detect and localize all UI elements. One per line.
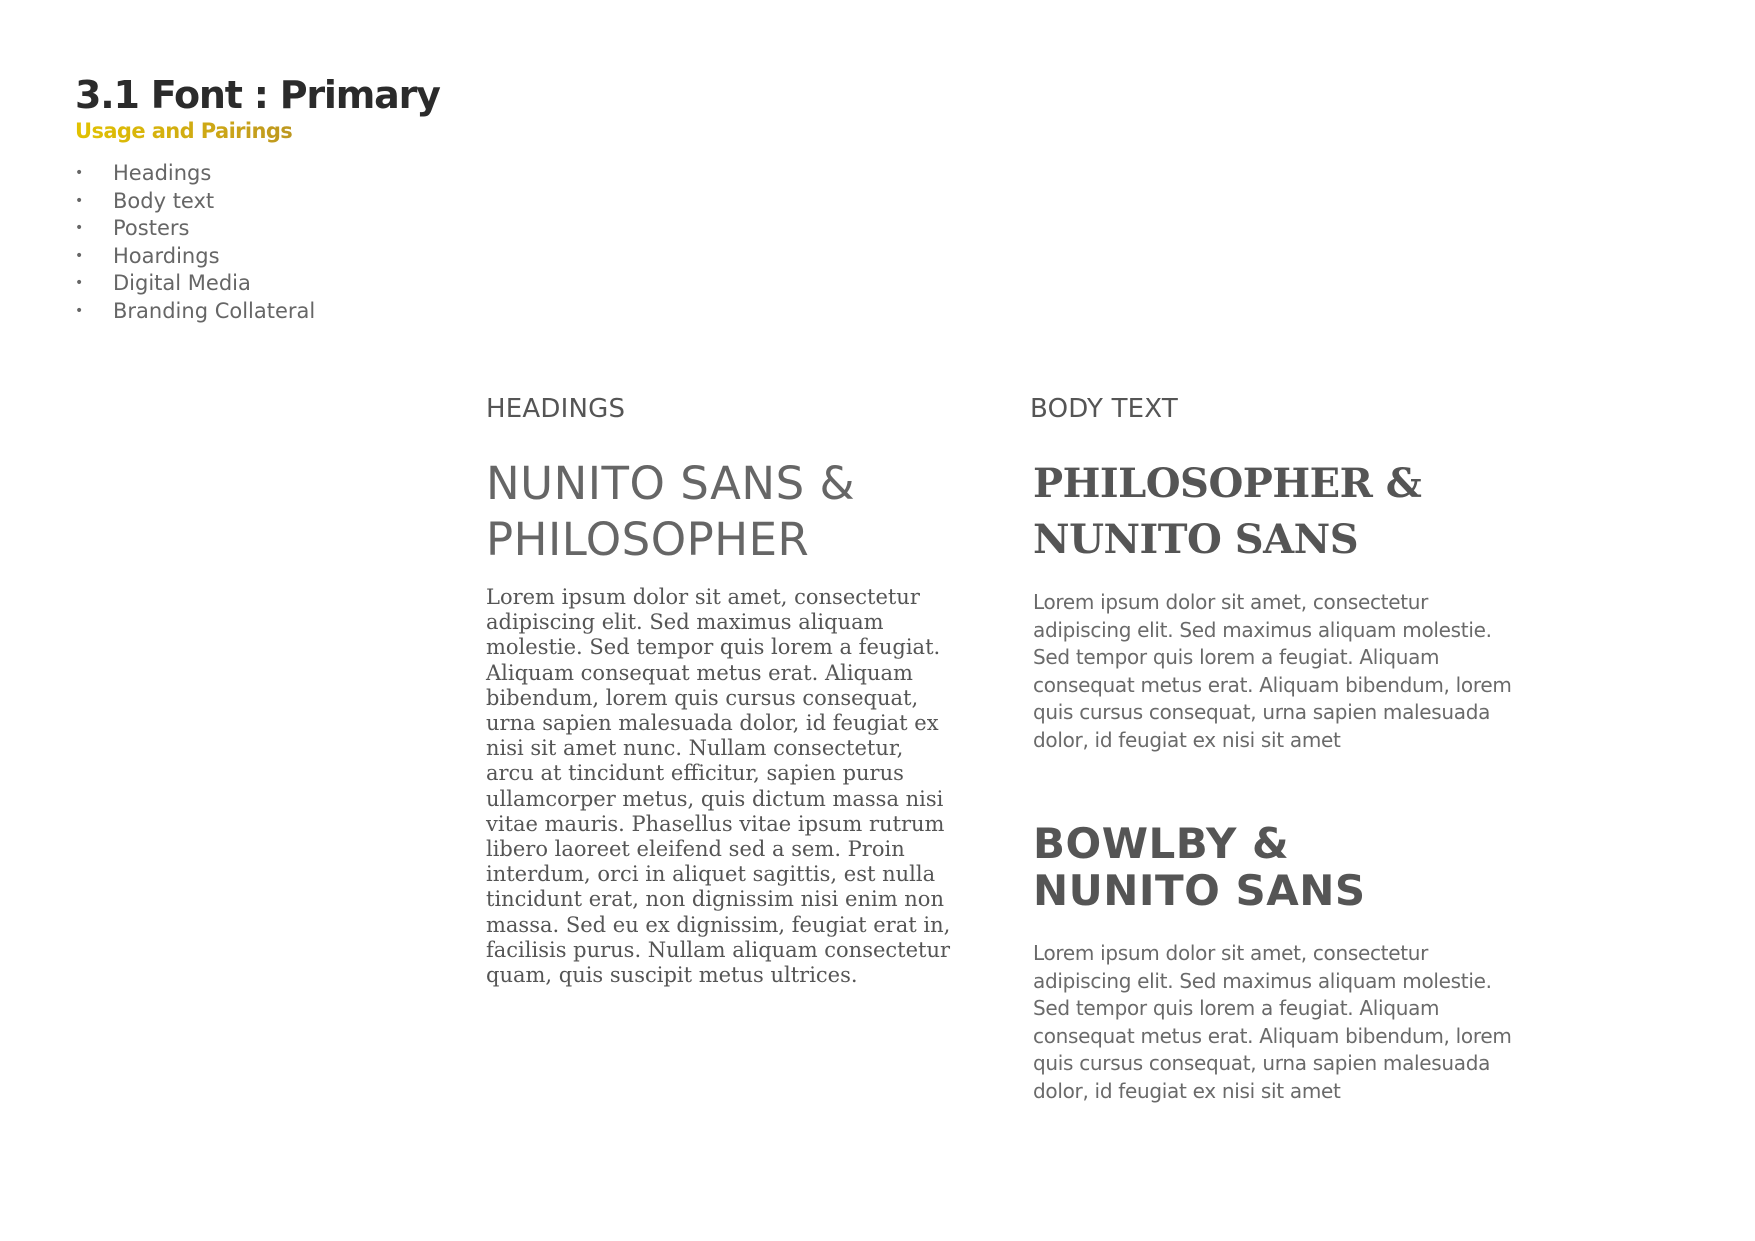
- list-item-label: Body text: [113, 188, 215, 213]
- bullet-icon: •: [75, 220, 84, 236]
- bullet-icon: •: [75, 247, 84, 264]
- pairing-heading-line: NUNITO SANS: [1033, 866, 1366, 915]
- pairing-heading-line: NUNITO SANS: [1033, 516, 1359, 563]
- list-item: [75, 270, 315, 298]
- body-text-column-label: BODY TEXT: [1030, 394, 1178, 424]
- list-item-label: Hoardings: [113, 243, 220, 268]
- serif-sample-paragraph: Lorem ipsum dolor sit amet, consectetur adipiscing elit. Sed maximus aliquam molestie. Sed tempor quis lorem a feugiat. Aliquam consequat metus erat. Aliquam bibendum, lorem quis cursus consequat, urna sapien malesuada dolor, id feugiat ex nisi sit amet nunc. Nullam consectetur, arcu at tincidunt efficitur, sapien purus ullamcorper metus, quis dictum massa nisi vitae mauris. Phasellus vitae ipsum rutrum libero laoreet eleifend sed a sem. Proin interdum, orci in aliquet sagittis, est nulla tincidunt erat, non dignissim nisi enim non massa. Sed eu ex dignissim, feugiat erat in, facilisis purus. Nullam aliquam consectetur quam, quis suscipit metus ultrices.: [486, 585, 951, 988]
- pairing-heading-nunito-philosopher: [486, 456, 855, 568]
- pairing-heading-line: BOWLBY &: [1033, 819, 1290, 868]
- pairing-heading-philosopher-nunito: [1033, 456, 1421, 568]
- list-item: [75, 160, 315, 188]
- bullet-icon: •: [75, 165, 84, 181]
- list-item-label: Posters: [113, 216, 190, 240]
- list-item: [75, 215, 315, 243]
- bullet-icon: •: [75, 302, 84, 319]
- list-item: [75, 188, 315, 216]
- pairing-heading-line: NUNITO SANS &: [486, 457, 856, 510]
- headings-column-label: HEADINGS: [486, 394, 626, 424]
- usage-list: [75, 160, 315, 325]
- title-block: [75, 72, 440, 144]
- page-title: 3.1 Font : Primary: [75, 73, 440, 117]
- list-item-label: Branding Collateral: [113, 298, 316, 323]
- pairing-heading-line: PHILOSOPHER &: [1033, 460, 1422, 507]
- bullet-icon: •: [75, 275, 84, 291]
- list-item: [75, 298, 315, 326]
- pairing-heading-line: PHILOSOPHER: [486, 513, 810, 566]
- list-item-label: Digital Media: [113, 271, 251, 295]
- pairing-heading-bowlby-nunito: [1033, 820, 1366, 914]
- list-item-label: Headings: [113, 161, 212, 185]
- bullet-icon: •: [75, 192, 84, 209]
- sans-sample-paragraph: Lorem ipsum dolor sit amet, consectetur adipiscing elit. Sed maximus aliquam molestie. Sed tempor quis lorem a feugiat. Aliquam consequat metus erat. Aliquam bibendum, lorem quis cursus consequat, urna sapien malesuada dolor, id feugiat ex nisi sit amet: [1033, 590, 1512, 752]
- sans-sample-paragraph: Lorem ipsum dolor sit amet, consectetur adipiscing elit. Sed maximus aliquam molestie. Sed tempor quis lorem a feugiat. Aliquam consequat metus erat. Aliquam bibendum, lorem quis cursus consequat, urna sapien malesuada dolor, id feugiat ex nisi sit amet: [1033, 941, 1512, 1103]
- page-subtitle: Usage and Pairings: [75, 118, 440, 144]
- list-item: [75, 243, 315, 271]
